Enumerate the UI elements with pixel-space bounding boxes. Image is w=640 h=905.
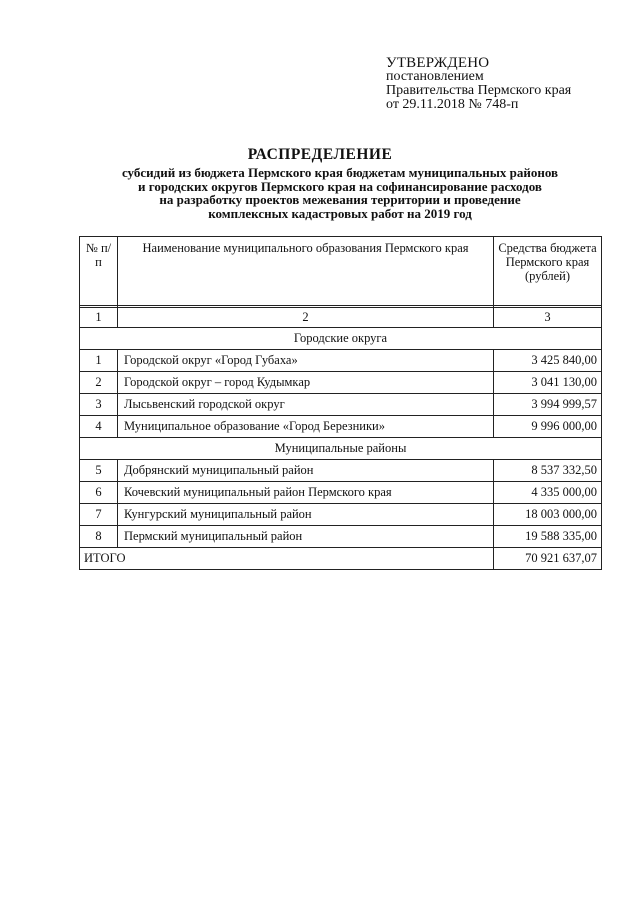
header-name: Наименование муниципального образования Пермского края	[118, 237, 494, 306]
column-number: 3	[494, 308, 602, 328]
document-subtitle	[70, 166, 610, 220]
header-amount: Средства бюджета Пермского края (рублей)	[494, 237, 602, 306]
row-name: Добрянский муниципальный район	[118, 460, 494, 482]
subtitle-line: и городских округов Пермского края на софинансирование расходов	[138, 178, 542, 194]
table-row	[80, 526, 602, 548]
row-num: 3	[80, 394, 118, 416]
distribution-table	[79, 236, 602, 570]
column-number: 2	[118, 308, 494, 328]
table-row	[80, 482, 602, 504]
subtitle-line: субсидий из бюджета Пермского края бюджетам муниципальных районов	[121, 165, 559, 180]
row-amount: 4 335 000,00	[494, 482, 602, 504]
header-num: № п/п	[80, 237, 118, 306]
row-num: 4	[80, 416, 118, 438]
table-row	[80, 372, 602, 394]
table-row	[80, 460, 602, 482]
row-num: 7	[80, 504, 118, 526]
total-row	[80, 548, 602, 570]
row-name: Кунгурский муниципальный район	[118, 504, 494, 526]
subtitle-line: комплексных кадастровых работ на 2019 год	[208, 205, 472, 221]
row-name: Муниципальное образование «Город Березники»	[118, 416, 494, 438]
row-name: Лысьвенский городской округ	[118, 394, 494, 416]
approval-heading: УТВЕРЖДЕНО	[386, 55, 490, 71]
section-header-city-districts	[80, 328, 602, 350]
row-num: 8	[80, 526, 118, 548]
table-row	[80, 394, 602, 416]
total-amount: 70 921 637,07	[494, 548, 602, 570]
column-numbers-row	[80, 308, 602, 328]
row-num: 5	[80, 460, 118, 482]
section-header-municipal-districts	[80, 438, 602, 460]
row-amount: 19 588 335,00	[494, 526, 602, 548]
table-row	[80, 350, 602, 372]
row-amount: 3 041 130,00	[494, 372, 602, 394]
total-label: ИТОГО	[80, 548, 494, 570]
document-title: РАСПРЕДЕЛЕНИЕ	[247, 146, 393, 163]
table-header-row	[80, 237, 602, 306]
table-row	[80, 504, 602, 526]
row-name: Городской округ «Город Губаха»	[118, 350, 494, 372]
approval-line-government: Правительства Пермского края	[386, 83, 572, 98]
row-amount: 3 994 999,57	[494, 394, 602, 416]
row-amount: 9 996 000,00	[494, 416, 602, 438]
row-amount: 3 425 840,00	[494, 350, 602, 372]
section-title: Городские округа	[80, 328, 602, 350]
row-num: 6	[80, 482, 118, 504]
row-name: Городской округ – город Кудымкар	[118, 372, 494, 394]
row-num: 1	[80, 350, 118, 372]
row-amount: 8 537 332,50	[494, 460, 602, 482]
row-amount: 18 003 000,00	[494, 504, 602, 526]
row-name: Пермский муниципальный район	[118, 526, 494, 548]
table-row	[80, 416, 602, 438]
column-number: 1	[80, 308, 118, 328]
row-num: 2	[80, 372, 118, 394]
section-title: Муниципальные районы	[80, 438, 602, 460]
approval-line-resolution: постановлением	[386, 69, 484, 84]
subtitle-line: на разработку проектов межевания территории и проведение	[159, 192, 521, 207]
approval-line-date-number: от 29.11.2018 № 748-п	[386, 97, 519, 112]
approval-stamp	[386, 56, 571, 112]
row-name: Кочевский муниципальный район Пермского края	[118, 482, 494, 504]
